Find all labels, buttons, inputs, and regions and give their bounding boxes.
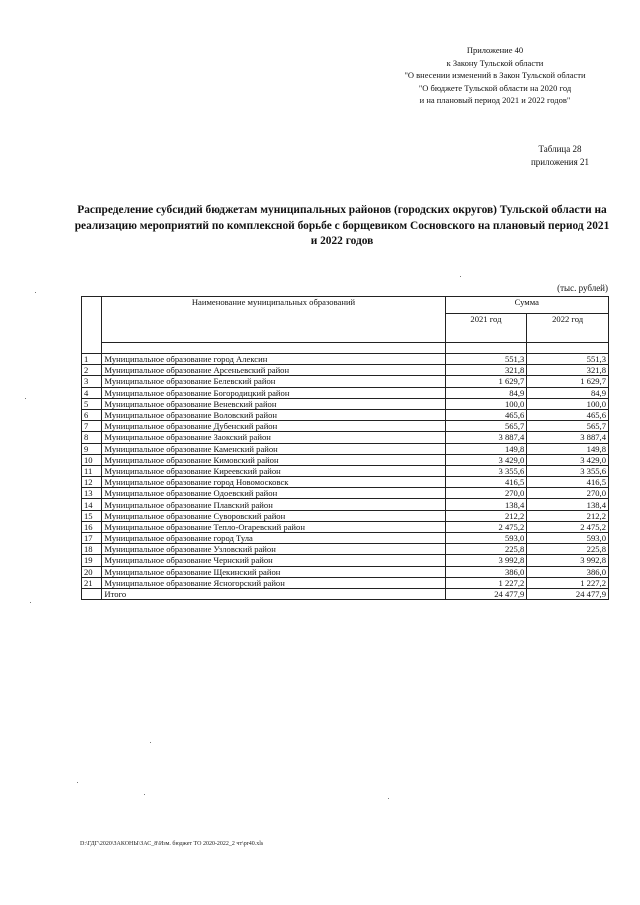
scan-speck (25, 398, 26, 399)
table-ref-line-2: приложения 21 (530, 156, 590, 167)
row-name: Муниципальное образование Плавский район (102, 499, 445, 510)
row-name: Муниципальное образование Воловский район (102, 409, 445, 420)
row-number: 1 (82, 354, 102, 365)
row-value-2022: 1 227,2 (527, 577, 609, 588)
row-name: Муниципальное образование город Тула (102, 533, 445, 544)
row-name: Муниципальное образование Арсеньевский район (102, 365, 445, 376)
total-value-2022: 24 477,9 (527, 588, 609, 599)
row-value-2021: 465,6 (445, 409, 527, 420)
row-value-2022: 565,7 (527, 421, 609, 432)
row-number: 2 (82, 365, 102, 376)
table-row (82, 398, 609, 409)
table-row (82, 409, 609, 420)
row-value-2021: 3 355,6 (445, 465, 527, 476)
row-value-2022: 3 429,0 (527, 454, 609, 465)
row-number: 13 (82, 488, 102, 499)
row-value-2022: 3 992,8 (527, 555, 609, 566)
row-name: Муниципальное образование Каменский район (102, 443, 445, 454)
units-label: (тыс. рублей) (557, 283, 608, 293)
row-value-2022: 551,3 (527, 354, 609, 365)
row-name: Муниципальное образование Ясногорский район (102, 577, 445, 588)
row-value-2022: 100,0 (527, 398, 609, 409)
gap-cell (527, 343, 609, 354)
row-value-2022: 84,9 (527, 387, 609, 398)
row-name: Муниципальное образование Дубенский район (102, 421, 445, 432)
table-row (82, 577, 609, 588)
row-value-2022: 386,0 (527, 566, 609, 577)
appendix-line-3: "О внесении изменений в Закон Тульской области (404, 70, 586, 81)
document-title: Распределение субсидий бюджетам муниципальных районов (городских округов) Тульской области на реализацию мероприятий по комплексной борьбе с борщевиком Сосновского на плановый период 2021 и 2022 годов (74, 204, 610, 248)
row-value-2021: 1 629,7 (445, 376, 527, 387)
appendix-line-4: "О бюджете Тульской области на 2020 год (418, 82, 572, 93)
row-value-2022: 2 475,2 (527, 521, 609, 532)
row-number: 10 (82, 454, 102, 465)
table-row (82, 432, 609, 443)
total-label: Итого (102, 588, 445, 599)
row-value-2022: 593,0 (527, 533, 609, 544)
row-value-2021: 2 475,2 (445, 521, 527, 532)
scan-speck (150, 742, 151, 743)
row-number: 15 (82, 510, 102, 521)
row-number: 5 (82, 398, 102, 409)
scan-speck (77, 782, 78, 783)
row-number: 21 (82, 577, 102, 588)
row-value-2021: 270,0 (445, 488, 527, 499)
row-name: Муниципальное образование Суворовский район (102, 510, 445, 521)
header-sum: Сумма (445, 297, 608, 314)
row-name: Муниципальное образование Узловский район (102, 544, 445, 555)
total-number-cell (82, 588, 102, 599)
gap-cell (102, 343, 445, 354)
row-value-2021: 593,0 (445, 533, 527, 544)
header-name: Наименование муниципальных образований (102, 297, 445, 343)
header-gap-row (82, 343, 609, 354)
table-row (82, 365, 609, 376)
table-row (82, 566, 609, 577)
row-name: Муниципальное образование Киреевский район (102, 465, 445, 476)
row-name: Муниципальное образование Кимовский район (102, 454, 445, 465)
table-row (82, 499, 609, 510)
table-reference (520, 143, 600, 168)
row-number: 14 (82, 499, 102, 510)
row-value-2021: 100,0 (445, 398, 527, 409)
table-row (82, 510, 609, 521)
row-name: Муниципальное образование Тепло-Огаревский район (102, 521, 445, 532)
scan-speck (388, 798, 389, 799)
row-number: 4 (82, 387, 102, 398)
row-value-2021: 321,8 (445, 365, 527, 376)
row-number: 20 (82, 566, 102, 577)
row-value-2022: 416,5 (527, 477, 609, 488)
scan-speck (460, 276, 461, 277)
table-row (82, 443, 609, 454)
gap-cell (445, 343, 527, 354)
table-row (82, 354, 609, 365)
row-value-2022: 138,4 (527, 499, 609, 510)
row-number: 12 (82, 477, 102, 488)
row-number: 17 (82, 533, 102, 544)
row-name: Муниципальное образование Веневский район (102, 398, 445, 409)
table-row (82, 521, 609, 532)
row-name: Муниципальное образование Богородицкий район (102, 387, 445, 398)
table-row (82, 544, 609, 555)
row-value-2021: 138,4 (445, 499, 527, 510)
row-value-2022: 3 887,4 (527, 432, 609, 443)
subsidy-table (81, 296, 609, 600)
scan-speck (35, 292, 36, 293)
row-number: 11 (82, 465, 102, 476)
row-name: Муниципальное образование Чернский район (102, 555, 445, 566)
scan-speck (30, 602, 31, 603)
row-value-2022: 1 629,7 (527, 376, 609, 387)
table-row (82, 533, 609, 544)
table-row (82, 488, 609, 499)
row-value-2021: 3 887,4 (445, 432, 527, 443)
row-name: Муниципальное образование Заокский район (102, 432, 445, 443)
row-value-2022: 225,8 (527, 544, 609, 555)
table-row (82, 477, 609, 488)
appendix-line-2: к Закону Тульской области (446, 57, 544, 68)
row-value-2022: 270,0 (527, 488, 609, 499)
row-value-2021: 212,2 (445, 510, 527, 521)
row-value-2021: 565,7 (445, 421, 527, 432)
row-number: 7 (82, 421, 102, 432)
row-value-2022: 212,2 (527, 510, 609, 521)
header-number (82, 297, 102, 354)
row-number: 6 (82, 409, 102, 420)
row-name: Муниципальное образование Щекинский район (102, 566, 445, 577)
scan-speck (144, 794, 145, 795)
row-value-2022: 3 355,6 (527, 465, 609, 476)
row-value-2021: 1 227,2 (445, 577, 527, 588)
row-value-2021: 386,0 (445, 566, 527, 577)
row-number: 19 (82, 555, 102, 566)
table-ref-line-1: Таблица 28 (538, 144, 582, 154)
table-body (82, 354, 609, 600)
row-value-2022: 149,8 (527, 443, 609, 454)
header-2022: 2022 год (527, 314, 609, 343)
row-value-2021: 3 992,8 (445, 555, 527, 566)
row-number: 9 (82, 443, 102, 454)
row-value-2021: 225,8 (445, 544, 527, 555)
row-number: 18 (82, 544, 102, 555)
row-number: 16 (82, 521, 102, 532)
table-row (82, 555, 609, 566)
row-name: Муниципальное образование Белевский район (102, 376, 445, 387)
row-name: Муниципальное образование город Алексин (102, 354, 445, 365)
row-name: Муниципальное образование Одоевский район (102, 488, 445, 499)
row-value-2021: 84,9 (445, 387, 527, 398)
row-number: 3 (82, 376, 102, 387)
row-value-2021: 3 429,0 (445, 454, 527, 465)
appendix-line-5: и на плановый период 2021 и 2022 годов" (419, 95, 571, 106)
header-row (82, 297, 609, 314)
total-value-2021: 24 477,9 (445, 588, 527, 599)
total-row (82, 588, 609, 599)
row-value-2021: 416,5 (445, 477, 527, 488)
row-value-2021: 149,8 (445, 443, 527, 454)
row-value-2022: 321,8 (527, 365, 609, 376)
table-row (82, 421, 609, 432)
row-name: Муниципальное образование город Новомосковск (102, 477, 445, 488)
row-value-2022: 465,6 (527, 409, 609, 420)
appendix-note (380, 44, 610, 107)
row-value-2021: 551,3 (445, 354, 527, 365)
file-path-footer: D:\ГДГ\2020\ЗАКОНЫ\ЗАС_8\Изм. бюджет ТО 2020-2022_2 чт\pr40.xls (80, 841, 264, 847)
row-number: 8 (82, 432, 102, 443)
table-row (82, 387, 609, 398)
header-2021: 2021 год (445, 314, 527, 343)
table-row (82, 376, 609, 387)
appendix-line-1: Приложение 40 (466, 45, 524, 55)
table-row (82, 465, 609, 476)
table-row (82, 454, 609, 465)
